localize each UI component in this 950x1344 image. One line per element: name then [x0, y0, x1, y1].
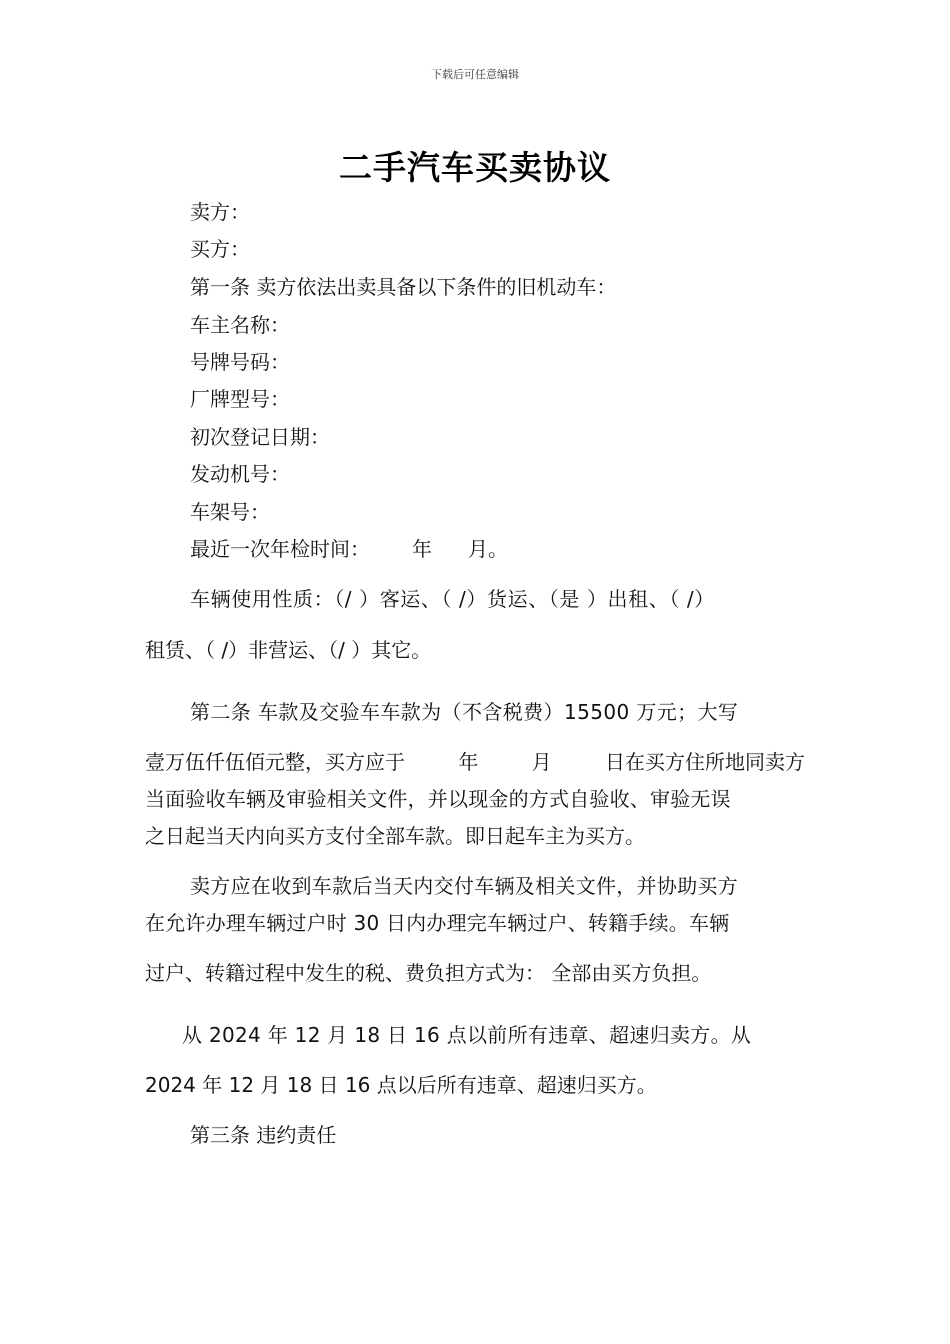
- article2-p3-line-1: 从 2024 年 12 月 18 日 16 点以前所有违章、超速归卖方。从: [182, 1023, 752, 1047]
- last-inspection-line: [190, 535, 508, 563]
- article2-line-2-month: 月: [531, 750, 552, 774]
- brand-model-line: 厂牌型号：: [190, 387, 290, 411]
- document-title: 二手汽车买卖协议: [339, 148, 611, 187]
- article2-p2-line-1: 卖方应在收到车款后当天内交付车辆及相关文件，并协助买方: [190, 874, 739, 898]
- frame-number-line: 车架号：: [190, 500, 270, 524]
- engine-number-line: 发动机号：: [190, 462, 290, 486]
- seller-line: 卖方：: [190, 200, 250, 224]
- owner-name-line: 车主名称：: [190, 313, 290, 337]
- article1-heading: 第一条 卖方依法出卖具备以下条件的旧机动车：: [190, 275, 617, 299]
- article2-p3-line-2: 2024 年 12 月 18 日 16 点以后所有违章、超速归买方。: [145, 1073, 657, 1097]
- first-registration-line: 初次登记日期：: [190, 425, 330, 449]
- last-inspection-year: 年: [412, 537, 432, 561]
- article2-line-4: 之日起当天内向买方支付全部车款。即日起车主为买方。: [145, 824, 645, 848]
- buyer-line: 买方：: [190, 237, 250, 261]
- article2-line-1: 第二条 车款及交验车车款为（不含税费）15500 万元；大写: [190, 700, 739, 724]
- article3-heading: 第三条 违约责任: [190, 1123, 337, 1147]
- article2-line-2-d: 日在买方住所地同卖方: [604, 750, 805, 774]
- usage-line-2: 租赁、（ /）非营运、（/ ）其它。: [145, 638, 432, 662]
- last-inspection-month: 月。: [468, 537, 508, 561]
- article2-line-2-a: 壹万伍仟伍佰元整，买方应于: [145, 750, 405, 774]
- article2-p2-line-3: 过户、转籍过程中发生的税、费负担方式为： 全部由买方负担。: [145, 961, 712, 985]
- header-note: 下载后可任意编辑: [431, 68, 519, 81]
- plate-number-line: 号牌号码：: [190, 350, 290, 374]
- article2-p2-line-2: 在允许办理车辆过户时 30 日内办理完车辆过户、转籍手续。车辆: [145, 911, 730, 935]
- article2-line-3: 当面验收车辆及审验相关文件，并以现金的方式自验收、审验无误: [145, 787, 731, 811]
- article2-line-2: [145, 748, 805, 776]
- last-inspection-label: 最近一次年检时间：: [190, 537, 370, 561]
- usage-line-1: 车辆使用性质：（/ ）客运、（ /）货运、（是 ）出租、（ /）: [190, 587, 715, 611]
- article2-line-2-year: 年: [458, 750, 479, 774]
